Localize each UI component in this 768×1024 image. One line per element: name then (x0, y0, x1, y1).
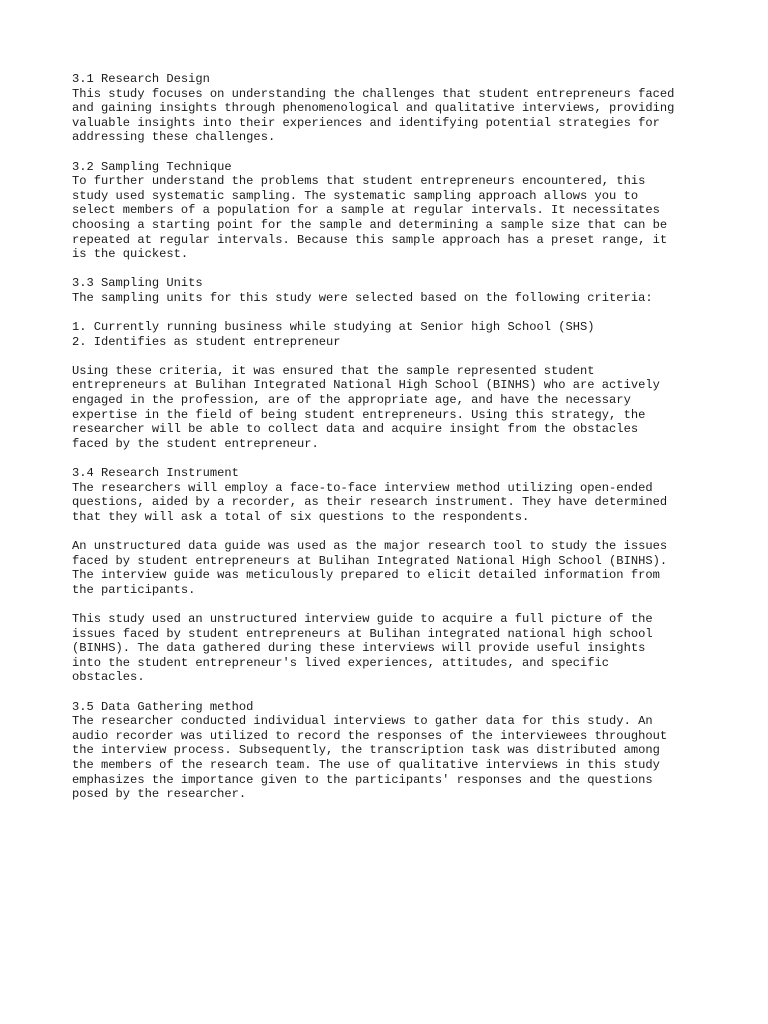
text-line: select members of a population for a sample at regular intervals. It necessitates (72, 203, 660, 218)
paragraph-gap (72, 306, 712, 321)
paragraph-gap (72, 524, 712, 539)
text-line: faced by the student entrepreneur. (72, 436, 319, 451)
text-line: repeated at regular intervals. Because this sample approach has a preset range, it (72, 232, 668, 247)
text-line: emphasizes the importance given to the participants' responses and the questions (72, 772, 653, 787)
text-line: obstacles. (72, 670, 145, 685)
text-line: choosing a starting point for the sample and determining a sample size that can be (72, 217, 668, 232)
text-line: Using these criteria, it was ensured that the sample represented student (72, 363, 595, 378)
text-line: into the student entrepreneur's lived experiences, attitudes, and specific (72, 655, 610, 670)
section-heading: 3.5 Data Gathering method (72, 699, 254, 714)
text-line: posed by the researcher. (72, 787, 247, 802)
section-gap (72, 451, 712, 466)
paragraph (72, 714, 712, 802)
text-line: the interview process. Subsequently, the transcription task was distributed among (72, 743, 660, 758)
text-line: questions, aided by a recorder, as their research instrument. They have determined (72, 495, 668, 510)
section-gap (72, 685, 712, 700)
paragraph (72, 320, 712, 349)
text-line: study used systematic sampling. The systematic sampling approach allows you to (72, 188, 639, 203)
text-line: The sampling units for this study were selected based on the following criteria: (72, 290, 653, 305)
text-line: entrepreneurs at Bulihan Integrated National High School (BINHS) who are actively (72, 378, 660, 393)
text-line: valuable insights into their experiences and identifying potential strategies for (72, 115, 660, 130)
text-line: To further understand the problems that student entrepreneurs encountered, this (72, 174, 646, 189)
paragraph (72, 174, 712, 262)
paragraph-gap (72, 349, 712, 364)
text-line: the members of the research team. The use of qualitative interviews in this study (72, 757, 660, 772)
text-line: This study focuses on understanding the challenges that student entrepreneurs faced (72, 86, 675, 101)
section-heading: 3.1 Research Design (72, 72, 210, 86)
text-line: is the quickest. (72, 247, 189, 262)
text-line: An unstructured data guide was used as the major research tool to study the issues (72, 539, 668, 553)
text-line: 1. Currently running business while studying at Senior high School (SHS) (72, 320, 595, 335)
section-gap (72, 262, 712, 277)
text-line: The interview guide was meticulously prepared to elicit detailed information from (72, 568, 660, 583)
text-line: engaged in the profession, are of the appropriate age, and have the necessary (72, 393, 631, 408)
text-line: audio recorder was utilized to record the responses of the interviewees throughout (72, 728, 668, 743)
paragraph (72, 481, 712, 525)
section-heading: 3.3 Sampling Units (72, 276, 203, 291)
text-line: expertise in the field of being student entrepreneurs. Using this strategy, the (72, 407, 646, 422)
text-line: and gaining insights through phenomenological and qualitative interviews, providing (72, 101, 675, 116)
section-gap (72, 145, 712, 160)
section-heading: 3.2 Sampling Technique (72, 159, 232, 174)
paragraph (72, 539, 712, 597)
text-line: issues faced by student entrepreneurs at Bulihan integrated national high school (72, 626, 653, 641)
text-line: faced by student entrepreneurs at Bulihan Integrated National High School (BINHS). (72, 553, 668, 568)
text-line: researcher will be able to collect data and acquire insight from the obstacles (72, 422, 639, 437)
text-line: that they will ask a total of six questions to the respondents. (72, 509, 530, 524)
text-line: 2. Identifies as student entrepreneur (72, 334, 341, 349)
text-line: the participants. (72, 582, 196, 597)
paragraph-gap (72, 597, 712, 612)
document-page (72, 72, 712, 802)
text-line: (BINHS). The data gathered during these interviews will provide useful insights (72, 641, 646, 656)
paragraph (72, 291, 712, 306)
paragraph (72, 612, 712, 685)
text-line: The researcher conducted individual interviews to gather data for this study. An (72, 714, 653, 729)
text-line: The researchers will employ a face-to-face interview method utilizing open-ended (72, 480, 653, 495)
text-line: addressing these challenges. (72, 130, 276, 145)
section-heading: 3.4 Research Instrument (72, 466, 239, 481)
paragraph (72, 87, 712, 145)
paragraph (72, 364, 712, 452)
text-line: This study used an unstructured interview guide to acquire a full picture of the (72, 611, 653, 626)
